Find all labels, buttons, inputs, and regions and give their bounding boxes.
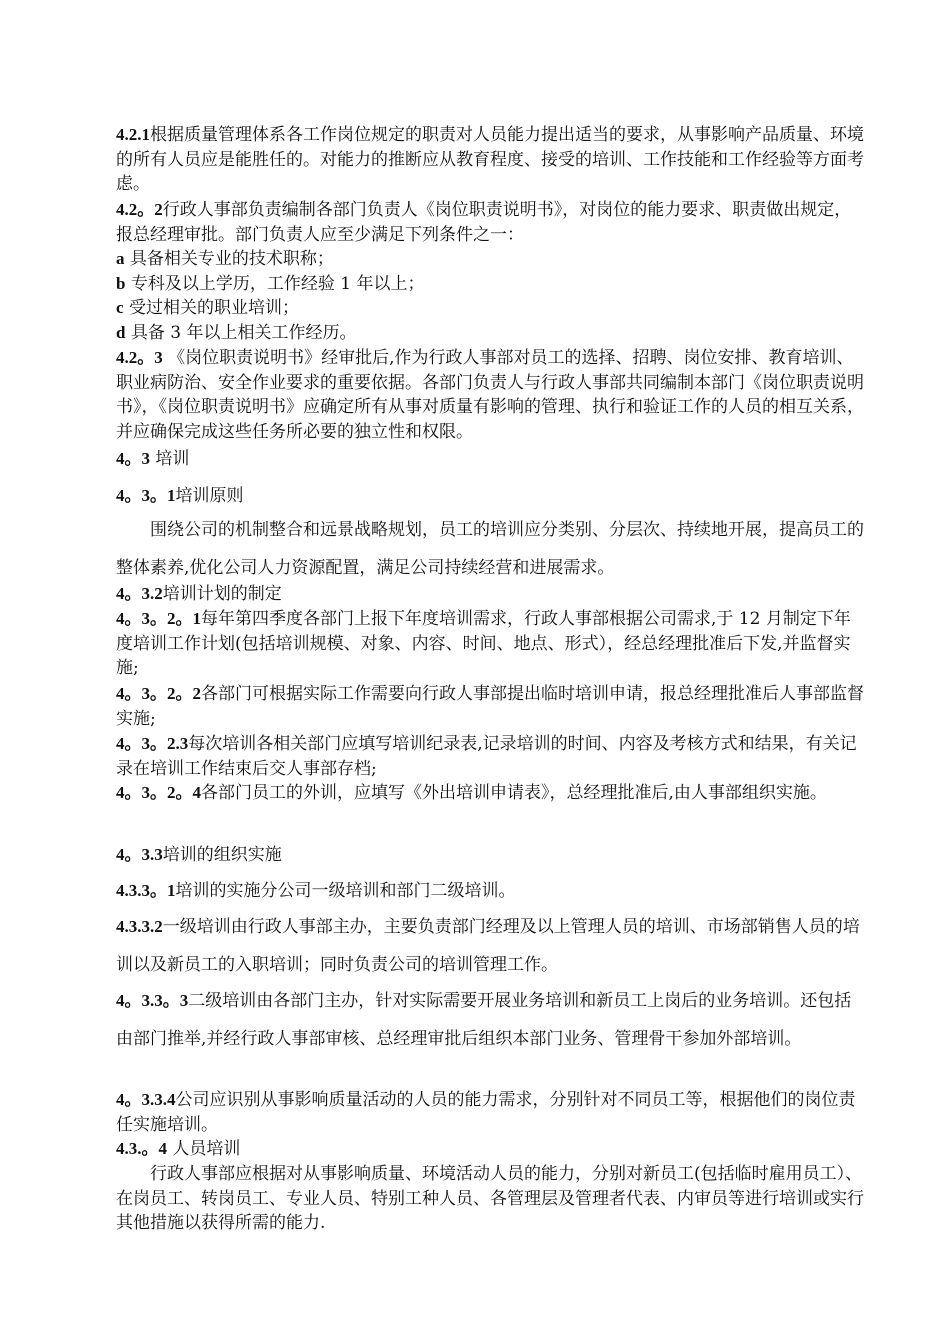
para-4-3-3-3 [116, 982, 864, 1058]
section-number: 4。3。2。1 [116, 609, 201, 628]
para-4-3-2-2 [116, 682, 864, 731]
para-text: 围绕公司的机制整合和远景战略规划，员工的培训应分类别、分层次、持续地开展，提高员工的整体素养,优化公司人力资源配置，满足公司持续经营和进展需求。 [116, 520, 864, 578]
para-text: 具备相关专业的技术职称； [129, 249, 334, 269]
heading-4-3-4 [116, 1137, 864, 1162]
para-text: 行政人事部应根据对从事影响质量、环境活动人员的能力，分别对新员工(包括临时雇用员工）、在岗员工、转岗员工、专业人员、特别工种人员、各管理层及管理者代表、内审员等进行培训或实行其他措施以获得所需的能力. [116, 1164, 864, 1233]
para-text: 具备 3 年以上相关工作经历。 [130, 323, 357, 343]
list-item-b [116, 272, 864, 297]
list-marker: d [116, 323, 126, 342]
para-text: 根据质量管理体系各工作岗位规定的职责对人员能力提出适当的要求，从事影响产品质量、环境的所有人员应是能胜任的。对能力的推断应从教育程度、接受的培训、工作技能和工作经验等方面考虑。 [116, 125, 864, 194]
para-4-2-3 [116, 346, 864, 444]
section-number: 4。3。2。2 [116, 684, 201, 703]
heading-4-3-2 [116, 582, 864, 607]
heading-4-3-1 [116, 484, 864, 509]
para-text: 行政人事部负责编制各部门负责人《岗位职责说明书》，对岗位的能力要求、职责做出规定，报总经理审批。部门负责人应至少满足下列条件之一： [116, 200, 852, 245]
list-marker: c [116, 298, 124, 317]
list-item-c [116, 296, 864, 321]
section-number: 4。3。2.3 [116, 734, 189, 753]
para-text: 培训的实施分公司一级培训和部门二级培训。 [175, 881, 516, 901]
para-4-3-3-2 [116, 908, 864, 984]
heading-text: 培训 [155, 449, 190, 469]
section-number: 4.3.3.2 [116, 917, 163, 936]
section-number: 4。3。2。4 [116, 783, 201, 802]
para-personnel-training [116, 1162, 864, 1236]
para-text: 《岗位职责说明书》经审批后,作为行政人事部对员工的选择、招聘、岗位安排、教育培训、职业病防治、安全作业要求的重要依据。各部门负责人与行政人事部共同编制本部门《岗位职责说明书》，《岗位职责说明书》应确定所有从事对质量有影响的管理、执行和验证工作的人员的相互关系，并应确保完成这些任务所必要的独立性和权限。 [116, 348, 864, 442]
heading-text: 培训原则 [175, 486, 244, 506]
section-number: 4。3.3.4 [116, 1090, 176, 1109]
heading-4-3-3 [116, 843, 864, 868]
section-number: 4。3.2 [116, 584, 163, 603]
section-number: 4。3.3。3 [116, 991, 189, 1010]
para-text: 各部门员工的外训，应填写《外出培训申请表》，总经理批准后,由人事部组织实施。 [201, 783, 827, 803]
section-number: 4。3 [116, 449, 150, 468]
para-text: 一级培训由行政人事部主办，主要负责部门经理及以上管理人员的培训、市场部销售人员的培训以及新员工的入职培训；同时负责公司的培训管理工作。 [116, 917, 860, 975]
heading-text: 人员培训 [167, 1139, 241, 1159]
para-text: 公司应识别从事影响质量活动的人员的能力需求，分别针对不同员工等，根据他们的岗位责任实施培训。 [116, 1090, 856, 1135]
para-text: 专科及以上学历，工作经验 1 年以上； [130, 274, 425, 294]
para-4-2-2 [116, 198, 864, 247]
para-text: 受过相关的职业培训； [128, 298, 299, 318]
section-number: 4。3.3 [116, 845, 163, 864]
para-4-3-2-1 [116, 607, 864, 681]
para-training-principle [116, 511, 864, 587]
list-marker: a [116, 249, 125, 268]
para-text: 各部门可根据实际工作需要向行政人事部提出临时培训申请，报总经理批准后人事部监督实施; [116, 684, 864, 729]
para-text: 每次培训各相关部门应填写培训纪录表,记录培训的时间、内容及考核方式和结果，有关记录在培训工作结束后交人事部存档; [116, 734, 857, 779]
section-number: 4.2。2 [116, 200, 163, 219]
heading-text: 培训的组织实施 [162, 845, 282, 865]
section-number: 4.2.1 [116, 125, 150, 144]
list-item-d [116, 321, 864, 346]
section-number: 4.3.3。1 [116, 881, 176, 900]
para-4-2-1 [116, 123, 864, 197]
para-4-3-2-3 [116, 732, 864, 781]
para-4-3-2-4 [116, 781, 864, 806]
para-4-3-3-4 [116, 1088, 864, 1137]
para-4-3-3-1 [116, 879, 864, 904]
para-text: 每年第四季度各部门上报下年度培训需求，行政人事部根据公司需求,于 12 月制定下年度培训工作计划(包括培训规模、对象、内容、时间、地点、形式），经总经理批准后下发,并监督实施; [116, 609, 851, 678]
section-number: 4.3.。4 [116, 1139, 167, 1158]
list-item-a [116, 247, 864, 272]
list-marker: b [116, 274, 126, 293]
section-number: 4.2。3 [116, 348, 163, 367]
para-text: 二级培训由各部门主办，针对实际需要开展业务培训和新员工上岗后的业务培训。还包括由部门推举,并经行政人事部审核、总经理审批后组织本部门业务、管理骨干参加外部培训。 [116, 991, 852, 1049]
heading-text: 培训计划的制定 [162, 584, 282, 604]
heading-4-3 [116, 447, 864, 472]
section-number: 4。3。1 [116, 486, 176, 505]
